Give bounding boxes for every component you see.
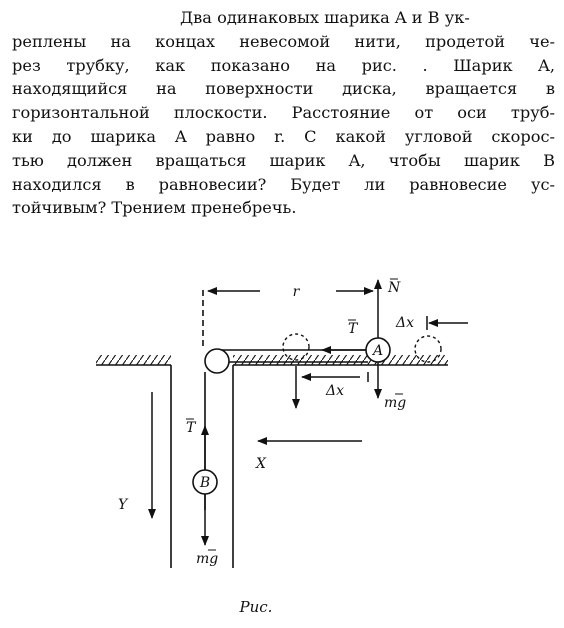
problem-line-3: рез трубку, как показано на рис. . Шарик A, bbox=[12, 55, 555, 75]
problem-line-7: тью должен вращаться шарик A, чтобы шарик B bbox=[12, 150, 555, 170]
label-x: X bbox=[256, 456, 266, 472]
problem-line-8: находился в равновесии? Будет ли равновесие ус- bbox=[12, 174, 555, 194]
problem-line-5: горизонтальной плоскости. Расстояние от оси труб- bbox=[12, 103, 555, 123]
pulley-edge bbox=[205, 349, 229, 373]
label-dx-mid: Δx bbox=[326, 383, 345, 399]
string bbox=[205, 350, 368, 510]
label-dx-right: Δx bbox=[396, 315, 415, 331]
figure-caption: Рис. bbox=[239, 598, 273, 616]
label-n: N bbox=[388, 280, 401, 296]
label-t-top: T bbox=[348, 321, 358, 337]
problem-line-2: реплены на концах невесомой нити, продетой че- bbox=[12, 31, 555, 51]
label-a: A bbox=[372, 343, 384, 359]
label-y: Y bbox=[118, 497, 128, 513]
problem-line-6: ки до шарика A равно r. С какой угловой скорос- bbox=[12, 126, 555, 146]
dx-right-marker bbox=[427, 316, 468, 330]
label-mg-bottom: mg bbox=[196, 551, 219, 567]
problem-line-1: Два одинаковых шарика A и B ук- bbox=[180, 8, 470, 27]
problem-line-9: тойчивым? Трением пренебречь. bbox=[12, 198, 297, 218]
tube bbox=[171, 365, 233, 568]
label-t-left: T bbox=[186, 420, 196, 436]
label-r: r bbox=[292, 284, 300, 300]
problem-line-4: находящийся на поверхности диска, вращается в bbox=[12, 79, 555, 99]
disk-surface bbox=[96, 355, 448, 365]
label-mg-top: mg bbox=[384, 395, 407, 411]
label-b: B bbox=[199, 475, 211, 491]
